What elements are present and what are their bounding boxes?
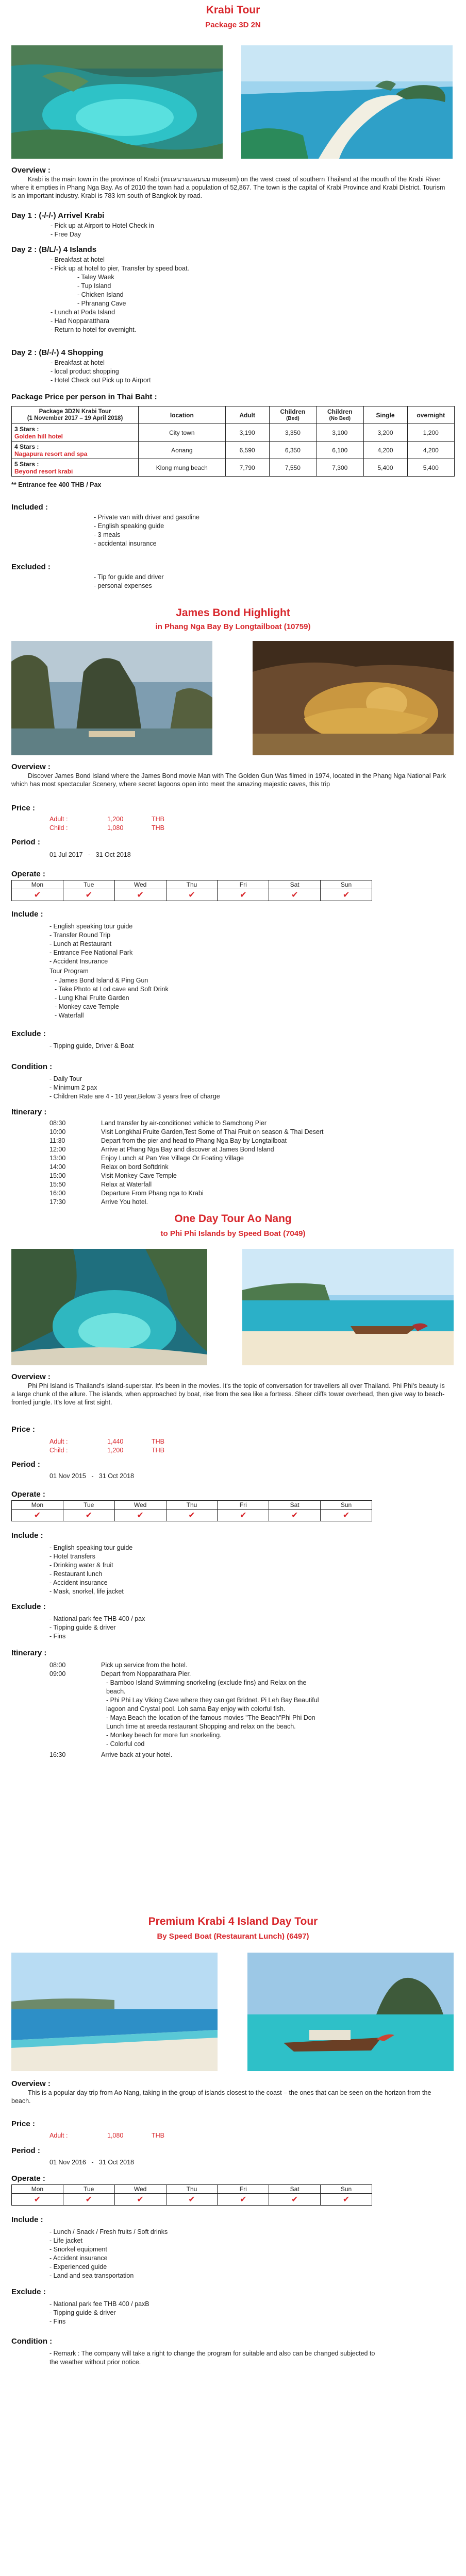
tour4-exclude-label: Exclude :	[11, 2287, 46, 2296]
itinerary-row: 15:50 Relax at Waterfall	[49, 1181, 152, 1188]
list-item: - Drinking water & fruit	[49, 1561, 132, 1570]
day3-title: Day 2 : (B/-/-) 4 Shopping	[11, 348, 104, 357]
tour3-include-label: Include :	[11, 1531, 43, 1540]
tour2-itinerary-label: Itinerary :	[11, 1108, 47, 1116]
day3-list	[51, 359, 151, 385]
tour2-period-value: 01 Jul 2017 - 31 Oct 2018	[49, 851, 131, 858]
day2-title: Day 2 : (B/L/-) 4 Islands	[11, 245, 97, 254]
col-location: location	[138, 406, 225, 424]
list-item: - English speaking tour guide	[49, 922, 132, 931]
col-adult: Adult	[225, 406, 269, 424]
list-item: - National park fee THB 400 / paxB	[49, 2300, 149, 2309]
col-child-nobed: Children (No Bed)	[317, 406, 363, 424]
list-item: - Pick up at hotel to pier, Transfer by speed boat.	[51, 264, 189, 273]
itinerary-row: 11:30 Depart from the pier and head to Phang Nga Bay by Longtailboat	[49, 1137, 287, 1144]
list-item: - Free Day	[51, 230, 154, 239]
list-item: - Take Photo at Lod cave and Soft Drink	[55, 985, 169, 994]
tour1-excluded-label: Excluded :	[11, 563, 51, 571]
list-item: - Waterfall	[55, 1011, 169, 1020]
day1-title: Day 1 : (-/-/-) Arrivel Krabi	[11, 211, 105, 220]
tour3-itinerary-label: Itinerary :	[11, 1649, 47, 1657]
tour1-included-label: Included :	[11, 503, 48, 512]
list-item: - Private van with driver and gasoline	[94, 513, 199, 522]
list-item: - Maya Beach the location of the famous movies "The Beach"Phi Phi Don Lunch time at areeda restaurant Shopping and relax on the beach.	[106, 1714, 323, 1731]
table-row: 3 Stars : Golden hill hotel City town 3,190 3,350 3,100 3,200 1,200	[12, 424, 455, 442]
list-item: - Monkey cave Temple	[55, 1003, 169, 1011]
list-item: - Accident insurance	[49, 2254, 168, 2263]
list-item: - Monkey beach for more fun snorkeling.	[106, 1731, 323, 1740]
tour3-price-block: Adult : 1,440 THB Child : 1,200 THB	[49, 1438, 164, 1454]
longtail-boat-photo	[247, 1953, 454, 2071]
tour2-subtitle: in Phang Nga Bay By Longtailboat (10759)	[155, 622, 311, 631]
tour4-period-label: Period :	[11, 2146, 40, 2155]
list-item: - Colorful cod	[106, 1740, 323, 1749]
list-item: - Phranang Cave	[77, 299, 126, 308]
itinerary-row: 15:00 Visit Monkey Cave Temple	[49, 1172, 177, 1179]
list-item: - accidental insurance	[94, 539, 199, 548]
tour3-title: One Day Tour Ao Nang	[174, 1213, 292, 1225]
list-item: - Return to hotel for overnight.	[51, 326, 136, 334]
check-icon: ✔	[63, 1510, 114, 1521]
check-icon: ✔	[321, 1510, 372, 1521]
sandbar-photo	[241, 45, 453, 159]
list-item: - local product shopping	[51, 367, 151, 376]
list-item: - Breakfast at hotel	[51, 359, 151, 367]
tour3-price-label: Price :	[11, 1425, 35, 1434]
list-item: - Lung Khai Fruite Garden	[55, 994, 169, 1003]
tour4-period-value: 01 Nov 2016 - 31 Oct 2018	[49, 2159, 135, 2166]
list-item: - Accident Insurance	[49, 957, 132, 966]
tour4-exclude-list	[49, 2300, 149, 2326]
tour3-itinerary	[49, 1661, 452, 1759]
tour3-operate-table: Mon Tue Wed Thu Fri Sat Sun ✔ ✔ ✔ ✔ ✔ ✔ ✔	[11, 1500, 372, 1521]
list-item: - Phi Phi Lay Viking Cave where they can get Bridnet. Pi Leh Bay Beautiful lagoon and Crystal pool. Loh sama Bay enjoy with colorful fish.	[106, 1696, 323, 1714]
list-item: - Tup Island	[77, 282, 126, 291]
tour4-overview-label: Overview :	[11, 2079, 51, 2088]
check-icon: ✔	[63, 889, 114, 901]
list-item: - Fins	[49, 1632, 145, 1641]
tour4-operate-table: Mon Tue Wed Thu Fri Sat Sun ✔ ✔ ✔ ✔ ✔ ✔ ✔	[11, 2184, 372, 2206]
check-icon: ✔	[12, 889, 63, 901]
golden-buddha-photo	[253, 641, 454, 755]
list-item: - Accident insurance	[49, 1579, 132, 1587]
check-icon: ✔	[114, 889, 166, 901]
tour2-exclude-label: Exclude :	[11, 1029, 46, 1038]
tour3-exclude-list	[49, 1615, 145, 1641]
tour1-overview-text: Krabi is the main town in the province of Krabi (ทะเลนามแดมนม museum) on the west coast of southern Thailand at the mouth of the Krabi River where it empties in Phang Nga Bay. As of 2010 the town had a population of 52,867. The town is the capital of Krabi Province and Krabi District. Tourism is an important industry. Krabi is 783 km south of Bangkok by road.	[11, 176, 445, 199]
list-item: - Snorkel equipment	[49, 2245, 168, 2254]
itinerary-row: 09:00 Depart from Nopparathara Pier.	[49, 1670, 191, 1677]
check-icon: ✔	[218, 2194, 269, 2206]
list-item: - Breakfast at hotel	[51, 256, 189, 264]
list-item: - Taley Waek	[77, 273, 126, 282]
tour1-excluded-list	[94, 573, 164, 590]
tour2-program-list	[55, 976, 169, 1020]
day2-list-end	[51, 308, 136, 334]
itinerary-row: 16:30 Arrive back at your hotel.	[49, 1751, 173, 1758]
itinerary-row: 13:00 Enjoy Lunch at Pan Yee Village Or Foating Village	[49, 1155, 244, 1162]
tour2-program-label: Tour Program	[49, 968, 89, 975]
table-row: 4 Stars : Nagapura resort and spa Aonang 6,590 6,350 6,100 4,200 4,200	[12, 442, 455, 459]
tour3-overview-label: Overview :	[11, 1372, 51, 1381]
check-icon: ✔	[218, 889, 269, 901]
tour3-include-list	[49, 1544, 132, 1596]
price-heading: Package Price per person in Thai Baht :	[11, 393, 157, 401]
list-item: - Experienced guide	[49, 2263, 168, 2272]
tour2-condition-list	[49, 1075, 220, 1101]
list-item: - Lunch / Snack / Fresh fruits / Soft drinks	[49, 2228, 168, 2236]
lagoon-photo	[11, 45, 223, 159]
list-item: - English speaking guide	[94, 522, 199, 531]
list-item: - Transfer Round Trip	[49, 931, 132, 940]
tour2-price-block: Adult : 1,200 THB Child : 1,080 THB	[49, 816, 164, 832]
list-item: - Had Nopparatthara	[51, 317, 136, 326]
list-item: - Remark : The company will take a right to change the program for suitable and also can be changed subjected to the weather without prior notice.	[49, 2349, 379, 2367]
beach-walk-photo	[11, 1953, 218, 2071]
check-icon: ✔	[12, 1510, 63, 1521]
check-icon: ✔	[63, 2194, 114, 2206]
day1-list	[51, 222, 154, 239]
col-child-bed: Children (Bed)	[269, 406, 316, 424]
list-item: - Fins	[49, 2317, 149, 2326]
check-icon: ✔	[12, 2194, 63, 2206]
itinerary-row: 08:30 Land transfer by air-conditioned vehicle to Samchong Pier	[49, 1120, 267, 1127]
check-icon: ✔	[166, 2194, 218, 2206]
list-item: - Restaurant lunch	[49, 1570, 132, 1579]
list-item: - Pick up at Airport to Hotel Check in	[51, 222, 154, 230]
tour2-exclude-list	[49, 1042, 134, 1050]
list-item: - Land and sea transportation	[49, 2272, 168, 2280]
list-item: - English speaking tour guide	[49, 1544, 132, 1552]
entrance-fee-note: ** Entrance fee 400 THB / Pax	[11, 481, 102, 488]
list-item: - Lunch at Poda Island	[51, 308, 136, 317]
tour4-subtitle: By Speed Boat (Restaurant Lunch) (6497)	[157, 1932, 309, 1941]
check-icon: ✔	[166, 1510, 218, 1521]
col-overnight: overnight	[407, 406, 454, 424]
list-item: - Lunch at Restaurant	[49, 940, 132, 948]
itinerary-row: 14:00 Relax on bord Softdrink	[49, 1163, 169, 1171]
check-icon: ✔	[269, 889, 321, 901]
list-item: - National park fee THB 400 / pax	[49, 1615, 145, 1623]
longtail-beach-photo	[242, 1249, 454, 1365]
itinerary-row: 08:00 Pick up service from the hotel.	[49, 1662, 188, 1669]
check-icon: ✔	[218, 1510, 269, 1521]
check-icon: ✔	[166, 889, 218, 901]
tour1-title: Krabi Tour	[206, 4, 260, 16]
check-icon: ✔	[321, 889, 372, 901]
list-item: - Daily Tour	[49, 1075, 220, 1083]
tour2-title: James Bond Highlight	[176, 607, 290, 619]
list-item: - Hotel transfers	[49, 1552, 132, 1561]
tour2-itinerary	[49, 1119, 323, 1207]
tour4-price-label: Price :	[11, 2120, 35, 2128]
check-icon: ✔	[321, 2194, 372, 2206]
list-item: - James Bond Island & Ping Gun	[55, 976, 169, 985]
tour4-price-block: Adult : 1,080 THB	[49, 2132, 164, 2139]
itinerary-row: 12:00 Arrive at Phang Nga Bay and discover at James Bond Island	[49, 1146, 274, 1153]
tour2-include-label: Include :	[11, 910, 43, 919]
karst-island-photo	[11, 641, 212, 755]
maya-bay-photo	[11, 1249, 207, 1365]
list-item: - Tip for guide and driver	[94, 573, 164, 582]
day2-list	[51, 256, 189, 273]
tour4-include-list	[49, 2228, 168, 2280]
tour3-overview-text: Phi Phi Island is Thailand's island-superstar. It's been in the movies. It's the topic of conversation for travellers all over Thailand. Phi Phi's beauty is a large chunk of the allure. The islands, when approached by boat, rise from the sea like a fortress. Sheer cliffs tower overhead, then give way to beach-fronted jungle. It's love at first sight.	[11, 1382, 445, 1406]
list-item: - Tipping guide & driver	[49, 2309, 149, 2317]
list-item: - Children Rate are 4 - 10 year,Below 3 years free of charge	[49, 1092, 220, 1101]
tour3-subtitle: to Phi Phi Islands by Speed Boat (7049)	[160, 1229, 306, 1238]
day2-islands-list	[77, 273, 126, 308]
list-item: - Entrance Fee National Park	[49, 948, 132, 957]
tour2-period-label: Period :	[11, 838, 40, 846]
tour2-operate-label: Operate :	[11, 870, 45, 878]
list-item: - Tipping guide & driver	[49, 1623, 145, 1632]
tour4-overview-text: This is a popular day trip from Ao Nang, taking in the group of islands closest to the coast – the ones that can be seen on the horizon from the beach.	[11, 2089, 431, 2105]
price-table	[11, 406, 455, 477]
list-item: - 3 meals	[94, 531, 199, 539]
tour1-included-list	[94, 513, 199, 548]
tour4-condition-list	[49, 2349, 379, 2367]
list-item: - Minimum 2 pax	[49, 1083, 220, 1092]
list-item: - Chicken Island	[77, 291, 126, 299]
tour4-title: Premium Krabi 4 Island Day Tour	[148, 1916, 318, 1927]
list-item: - Mask, snorkel, life jacket	[49, 1587, 132, 1596]
tour3-itinerary-sublist	[106, 1679, 323, 1749]
tour2-include-list	[49, 922, 132, 966]
check-icon: ✔	[269, 1510, 321, 1521]
tour4-operate-label: Operate :	[11, 2174, 45, 2183]
itinerary-row: 17:30 Arrive You hotel.	[49, 1198, 148, 1206]
list-item: - personal expenses	[94, 582, 164, 590]
tour2-overview-text: Discover James Bond Island where the James Bond movie Man with The Golden Gun Was filmed in 1974, located in the Phang Nga National Park which has most spectacular Scenery, where secret lagoons open into meet the amazing majestic caves, this trip	[11, 772, 446, 788]
tour2-price-label: Price :	[11, 804, 35, 812]
list-item: - Bamboo Island Swimming snorkeling (exclude fins) and Relax on the beach.	[106, 1679, 323, 1696]
col-single: Single	[363, 406, 407, 424]
tour4-condition-label: Condition :	[11, 2337, 53, 2346]
check-icon: ✔	[269, 2194, 321, 2206]
list-item: - Life jacket	[49, 2236, 168, 2245]
tour3-period-label: Period :	[11, 1460, 40, 1469]
check-icon: ✔	[114, 1510, 166, 1521]
tour2-overview-label: Overview :	[11, 762, 51, 771]
tour3-exclude-label: Exclude :	[11, 1602, 46, 1611]
tour3-operate-label: Operate :	[11, 1490, 45, 1499]
tour3-period-value: 01 Nov 2015 - 31 Oct 2018	[49, 1472, 135, 1480]
tour2-operate-table: Mon Tue Wed Thu Fri Sat Sun ✔ ✔ ✔ ✔ ✔ ✔ ✔	[11, 880, 372, 901]
list-item: - Hotel Check out Pick up to Airport	[51, 376, 151, 385]
itinerary-row: 10:00 Visit Longkhai Fruite Garden,Test Some of Thai Fruit on season & Thai Desert	[49, 1128, 324, 1136]
tour2-condition-label: Condition :	[11, 1062, 53, 1071]
list-item: - Tipping guide, Driver & Boat	[49, 1042, 134, 1050]
tour4-include-label: Include :	[11, 2215, 43, 2224]
price-table-header-package: Package 3D2N Krabi Tour (1 November 2017 – 19 April 2018)	[12, 406, 139, 424]
tour1-overview-label: Overview :	[11, 166, 51, 175]
table-row: 5 Stars : Beyond resort krabi Klong mung beach 7,790 7,550 7,300 5,400 5,400	[12, 459, 455, 477]
tour1-subtitle: Package 3D 2N	[205, 21, 261, 29]
check-icon: ✔	[114, 2194, 166, 2206]
itinerary-row: 16:00 Departure From Phang nga to Krabi	[49, 1190, 204, 1197]
